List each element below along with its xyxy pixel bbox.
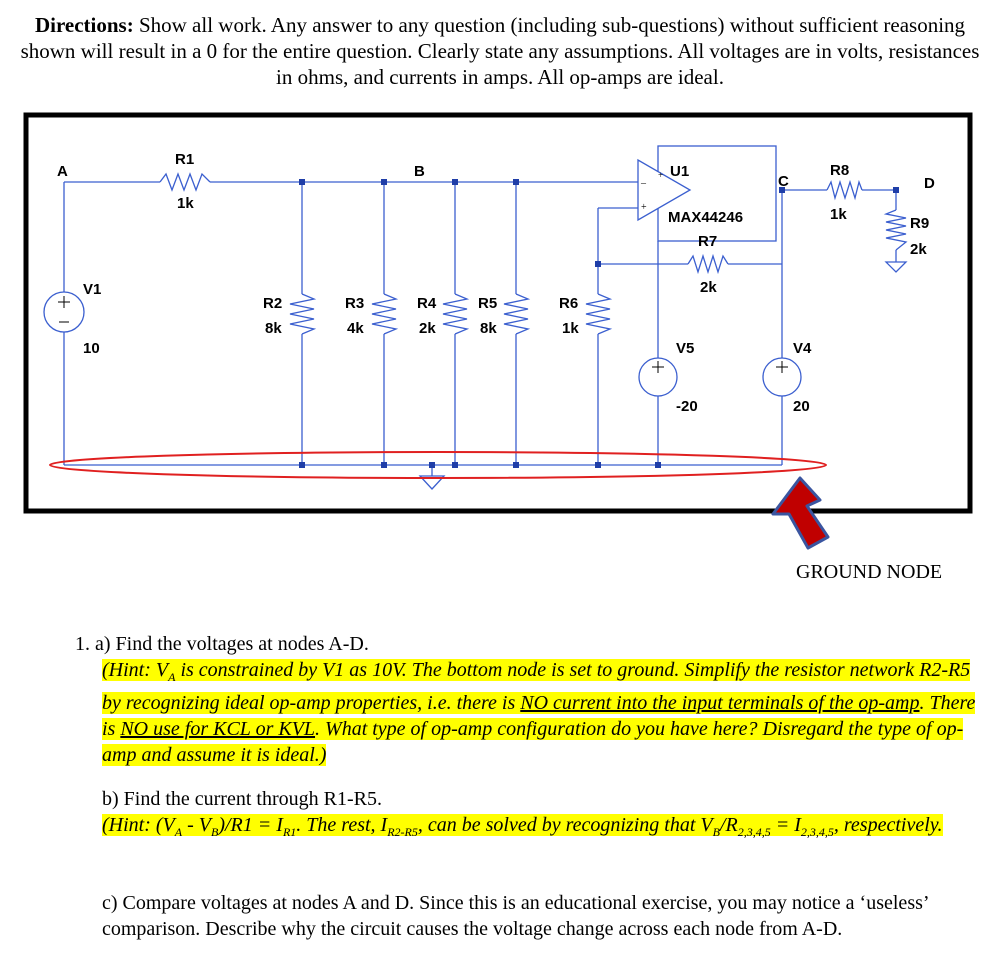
r9-zigzag [886,210,906,250]
r1-value: 1k [177,195,194,212]
u1-name: U1 [670,163,690,180]
r8-value: 1k [830,206,847,223]
question-1b-prompt: b) Find the current through R1-R5. [102,788,382,810]
r1-zigzag [160,174,210,190]
v5-value: -20 [676,398,698,415]
directions-text: Show all work. Any answer to any question (including sub-questions) without sufficient reasoning shown will result in a 0 for the entire question. Clearly state any assumptions. All voltages are in volts, resistances in ohms, and currents in amps. All op-amps are ideal. [20,13,980,89]
op-amp-plus-sign: + [641,202,647,213]
r3-value: 4k [347,320,364,337]
directions-label: Directions: [34,13,134,37]
r7-name: R7 [698,233,718,250]
node-d-label: D [924,175,935,192]
r8-name: R8 [830,162,850,179]
r2-zigzag [290,294,314,334]
r3-name: R3 [345,295,365,312]
u1-part: MAX44246 [668,209,744,226]
question-1b-hint: (Hint: $(V_A - V_B)/R1 = I_{R1}$. The rest, $I_{R2-R5}$, can be solved by recognizing that $V_B/R_{2,3,4,5} = I_{2,3,4,5}$, respectively. [102,814,943,839]
r4-name: R4 [417,295,437,312]
question-1a-prompt: 1. a) Find the voltages at nodes A-D. [75,633,369,655]
question-1a [75,631,980,768]
r5-name: R5 [478,295,498,312]
question-1a-hint: (Hint: $V_A$ is constrained by V1 as 10V. The bottom node is set to ground. Simplify the resistor network R2-R5 by recognizing ideal op-amp properties, i.e. there is NO current into the input terminals of the op-amp. There is NO use for KCL or KVL. What type of op-amp configuration do you have here? Disregard the type of op-amp and assume it is ideal.) [102,659,976,766]
node-b-label: B [414,163,425,180]
question-1b [102,786,982,845]
r5-zigzag [504,294,528,334]
v4-value: 20 [793,398,810,415]
r2-name: R2 [263,295,283,312]
node-c-label: C [778,173,789,190]
r4-value: 2k [419,320,436,337]
r5-value: 8k [480,320,497,337]
r1-name: R1 [175,151,195,168]
r9-value: 2k [910,241,927,258]
r7-value: 2k [700,279,717,296]
op-amp-plus-supply-sign: + [658,170,664,180]
v1-value: 10 [83,340,100,357]
r7-zigzag [688,256,728,272]
r8-zigzag [827,182,862,198]
r6-value: 1k [562,320,579,337]
op-amp-minus-sign: – [641,178,646,189]
question-1c: c) Compare voltages at nodes A and D. Since this is an educational exercise, you may notice a ‘useless’ comparison. Describe why the circuit causes the voltage change across each node from A-D. [102,892,929,940]
v5-name: V5 [676,340,695,357]
r9-name: R9 [910,215,930,232]
junction-dots [299,179,899,468]
v4-name: V4 [793,340,812,357]
r6-name: R6 [559,295,579,312]
r6-zigzag [586,294,610,334]
r4-zigzag [443,294,467,334]
r3-zigzag [372,294,396,334]
r2-value: 8k [265,320,282,337]
node-a-label: A [57,163,68,180]
ground-node-label: GROUND NODE [796,561,943,583]
v1-name: V1 [83,281,102,298]
